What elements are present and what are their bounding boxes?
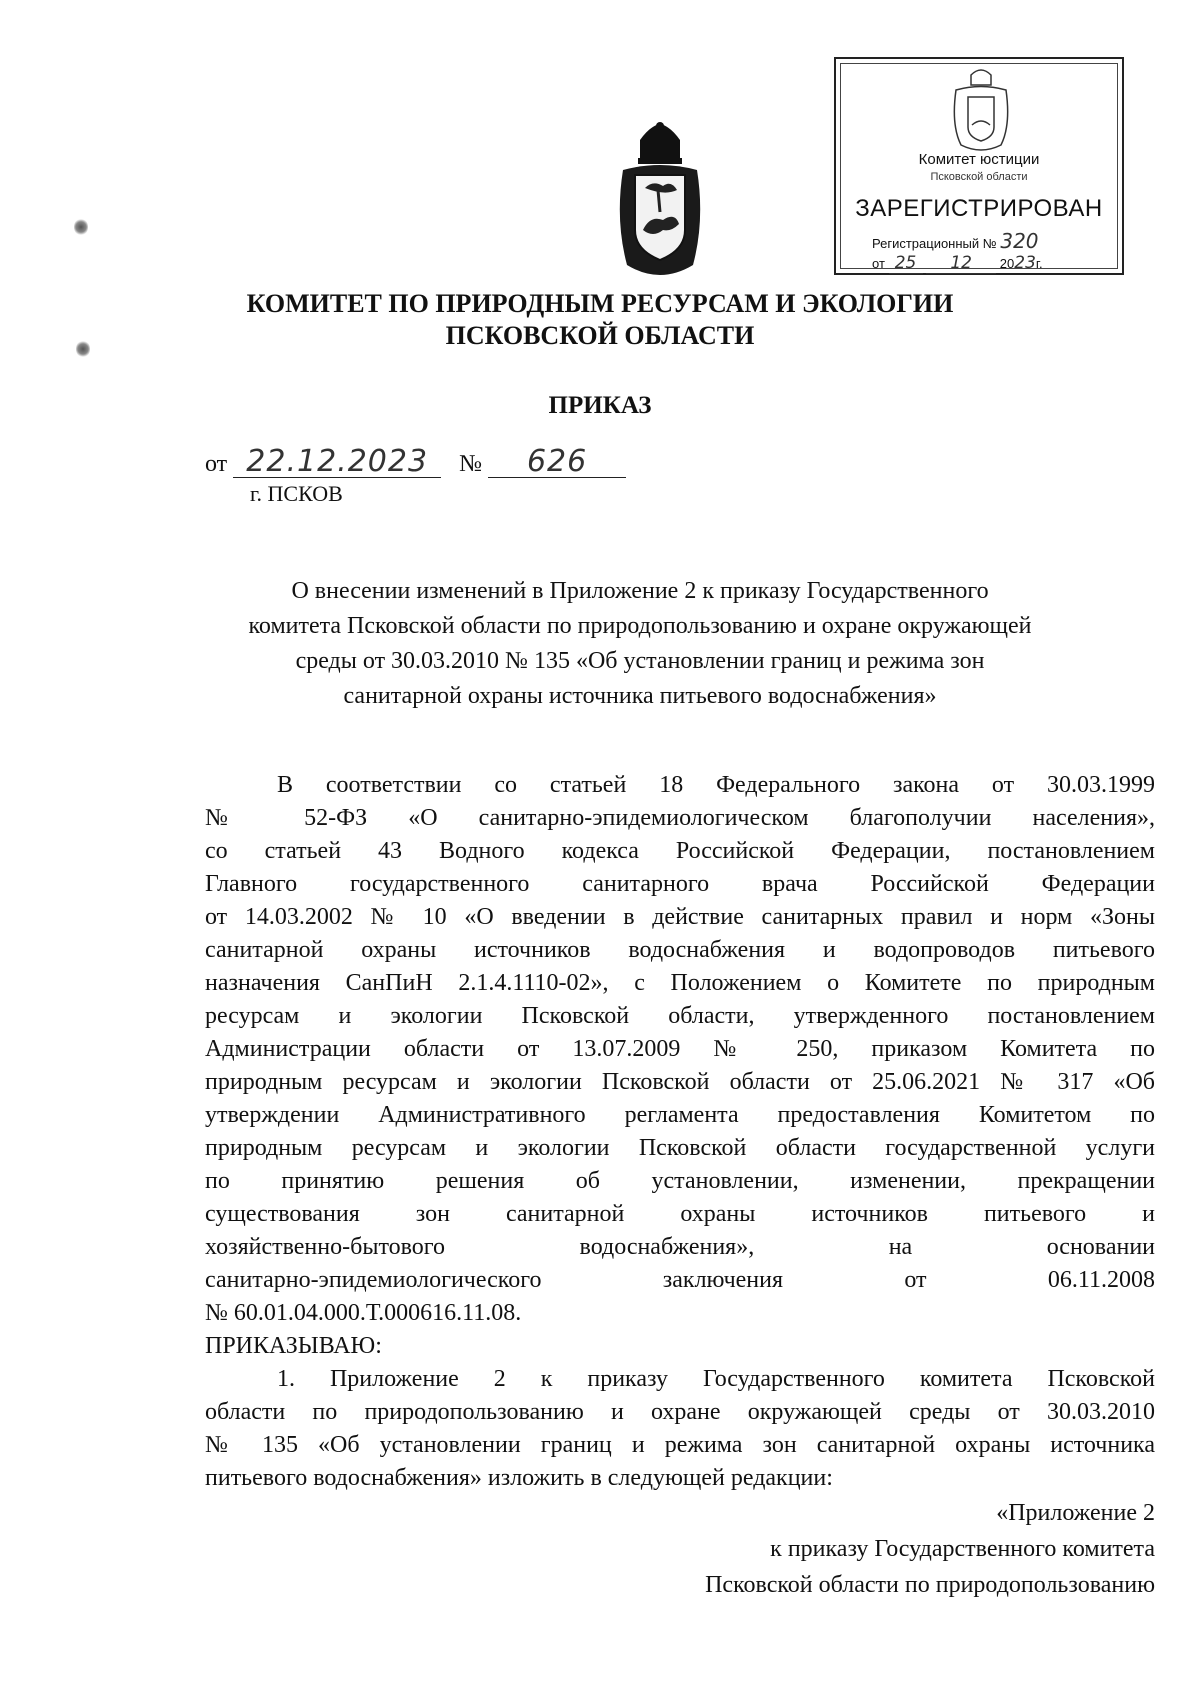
body-line: от 14.03.2002 № 10 «О введении в действие санитарных правил и норм «Зоны <box>205 904 1155 930</box>
body-line: санитарно-эпидемиологического заключения от 06.11.2008 <box>205 1267 1155 1293</box>
subject-line: санитарной охраны источника питьевого водоснабжения» <box>343 683 937 709</box>
stamp-date-year: 23 <box>1014 253 1036 273</box>
stamp-reg-number: 320 <box>1000 229 1039 253</box>
item-line: области по природопользованию и охране окружающей среды от 30.03.2010 <box>205 1399 1155 1425</box>
appendix-header-line: «Приложение 2 <box>996 1500 1155 1526</box>
body-line: ресурсам и экологии Псковской области, утвержденного постановлением <box>205 1003 1155 1029</box>
subject-line: О внесении изменений в Приложение 2 к приказу Государственного <box>291 578 989 604</box>
order-date-number-line <box>205 444 626 479</box>
stamp-date-day: 25 <box>889 253 923 274</box>
subject-line: комитета Псковской области по природопользованию и охране окружающей <box>248 613 1032 639</box>
stamp-date-year-prefix: 20 <box>999 256 1015 271</box>
body-line: Главного государственного санитарного врача Российской Федерации <box>205 871 1155 897</box>
stamp-organization: Комитет юстиции <box>918 151 1040 168</box>
body-line: природным ресурсам и экологии Псковской области от 25.06.2021 № 317 «Об <box>205 1069 1155 1095</box>
document-type: ПРИКАЗ <box>548 392 652 419</box>
stamp-date-suffix: г. <box>1035 256 1043 271</box>
committee-title-line-1: КОМИТЕТ ПО ПРИРОДНЫМ РЕСУРСАМ И ЭКОЛОГИИ <box>246 289 954 318</box>
stamp-reg-label: Регистрационный № <box>872 236 997 251</box>
item-line: питьевого водоснабжения» изложить в следующей редакции: <box>205 1465 833 1491</box>
coat-of-arms-emblem <box>605 120 715 285</box>
body-line: № 52-ФЗ «О санитарно-эпидемиологическом благополучии населения», <box>205 805 1155 831</box>
order-number-label: № <box>459 451 483 477</box>
item-line: 1. Приложение 2 к приказу Государственного комитета Псковской <box>277 1366 1155 1392</box>
body-line: санитарной охраны источников водоснабжения и водопроводов питьевого <box>205 937 1155 963</box>
item-line: № 135 «Об установлении границ и режима зон санитарной охраны источника <box>205 1432 1155 1458</box>
body-line: В соответствии со статьей 18 Федерального закона от 30.03.1999 <box>277 772 1155 798</box>
committee-title-line-2: ПСКОВСКОЙ ОБЛАСТИ <box>445 321 755 350</box>
body-line: Администрации области от 13.07.2009 № 250, приказом Комитета по <box>205 1036 1155 1062</box>
stamp-status: ЗАРЕГИСТРИРОВАН <box>855 195 1103 222</box>
body-line: утверждении Административного регламента предоставления Комитетом по <box>205 1102 1155 1128</box>
body-line: назначения СанПиН 2.1.4.1110-02», с Положением о Комитете по природным <box>205 970 1155 996</box>
appendix-header-line: к приказу Государственного комитета <box>770 1536 1155 1562</box>
body-line: природным ресурсам и экологии Псковской области государственной услуги <box>205 1135 1155 1161</box>
stamp-reg-number-line <box>872 229 1039 253</box>
subject-line: среды от 30.03.2010 № 135 «Об установлении границ и режима зон <box>295 648 985 674</box>
order-date-prefix: от <box>205 451 228 477</box>
scan-speck <box>74 218 88 236</box>
appendix-header-line: Псковской области по природопользованию <box>705 1572 1155 1598</box>
body-line: хозяйственно-бытового водоснабжения», на основании <box>205 1234 1155 1260</box>
stamp-date-prefix: от <box>872 256 885 271</box>
body-line: со статьей 43 Водного кодекса Российской Федерации, постановлением <box>205 838 1155 864</box>
body-line: по принятию решения об установлении, изменении, прекращении <box>205 1168 1155 1194</box>
order-city: г. ПСКОВ <box>250 481 343 506</box>
registration-stamp <box>834 57 1124 275</box>
stamp-emblem-icon <box>946 65 1016 155</box>
body-line: существования зон санитарной охраны источников питьевого и <box>205 1201 1155 1227</box>
order-directive: ПРИКАЗЫВАЮ: <box>205 1333 382 1359</box>
stamp-date-line <box>872 253 1043 274</box>
order-number: 626 <box>488 447 626 478</box>
body-line: № 60.01.04.000.Т.000616.11.08. <box>205 1300 522 1326</box>
stamp-date-month: 12 <box>926 253 996 274</box>
order-date: 22.12.2023 <box>233 447 441 478</box>
stamp-region: Псковской области <box>930 171 1028 183</box>
